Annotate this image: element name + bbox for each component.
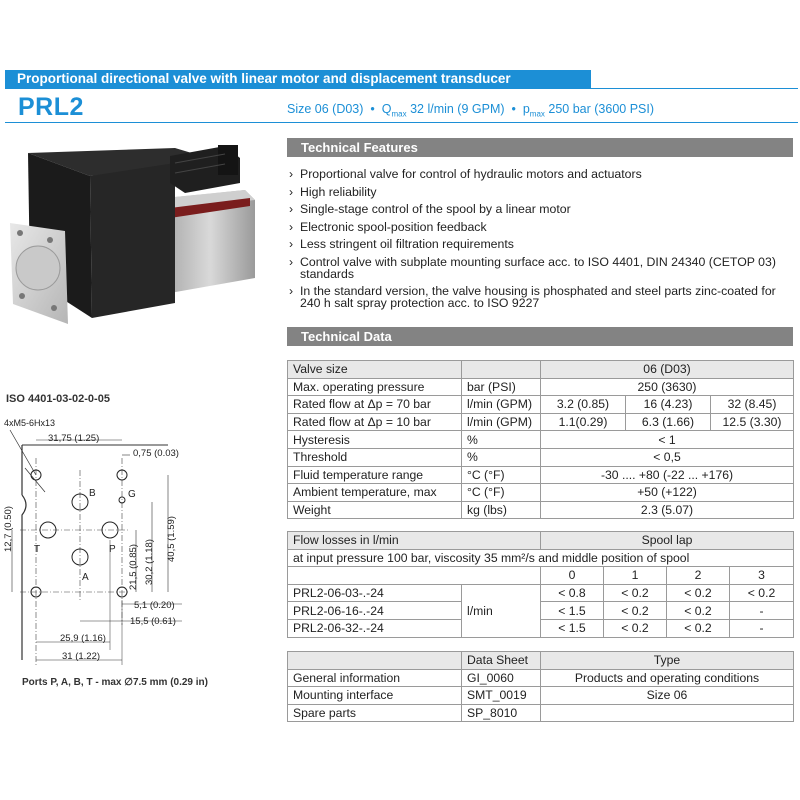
cell-sheet: GI_0060 [462, 669, 541, 687]
table-row [288, 501, 794, 519]
cell-model: PRL2-06-16-.-24 [288, 602, 462, 620]
spec-line [287, 102, 654, 119]
cell-label: Mounting interface [288, 687, 462, 705]
table-row [288, 584, 794, 602]
cell-label: Max. operating pressure [288, 378, 462, 396]
cell-value: 32 (8.45) [711, 396, 794, 414]
cell-label: Fluid temperature range [288, 466, 462, 484]
cell-unit: °C (°F) [462, 484, 541, 502]
cell-value: < 0,5 [541, 448, 794, 466]
cell-value: < 1.5 [541, 619, 604, 637]
cell-value: 12.5 (3.30) [711, 413, 794, 431]
cell-unit: °C (°F) [462, 466, 541, 484]
column-header: 2 [667, 567, 730, 585]
cell-value: +50 (+122) [541, 484, 794, 502]
cell-value: < 1.5 [541, 602, 604, 620]
table-row [288, 549, 794, 567]
table-row [288, 361, 794, 379]
cell-value: - [730, 619, 794, 637]
doc-header-sheet: Data Sheet [462, 652, 541, 670]
dim-21-5: 21,5 (0.85) [128, 544, 139, 590]
cell-unit: l/min (GPM) [462, 413, 541, 431]
cell-unit [462, 361, 541, 379]
cell-value: < 0.2 [730, 584, 794, 602]
cell-value: -30 .... +80 (-22 ... +176) [541, 466, 794, 484]
table-row [288, 704, 794, 722]
table-row [288, 532, 794, 550]
cell-value: < 0.2 [604, 602, 667, 620]
port-g-label: G [128, 489, 136, 500]
dim-40-5: 40,5 (1.59) [166, 516, 177, 562]
flow-header-left: Flow losses in l/min [288, 532, 541, 550]
technical-data-table [287, 360, 794, 519]
cell-value: - [730, 602, 794, 620]
cell-unit: kg (lbs) [462, 501, 541, 519]
model-name: PRL2 [18, 93, 84, 121]
cell-empty [288, 567, 541, 585]
cell-unit: % [462, 431, 541, 449]
header-rule [5, 88, 798, 89]
feature-item: › In the standard version, the valve housing is phosphated and steel parts zinc-coated for 240 h salt spray protection acc. to ISO 9227 [288, 285, 793, 309]
spec-q-value: 32 l/min (9 GPM) [406, 102, 505, 116]
cell-model: PRL2-06-03-.-24 [288, 584, 462, 602]
cell-value: 6.3 (1.66) [626, 413, 711, 431]
column-header: 0 [541, 567, 604, 585]
table-row [288, 669, 794, 687]
flow-header-right: Spool lap [541, 532, 794, 550]
cell-type [541, 704, 794, 722]
cell-value: 3.2 (0.85) [541, 396, 626, 414]
port-t-label: T [34, 544, 41, 555]
technical-data-title: Technical Data [301, 329, 392, 344]
table-row [288, 619, 794, 637]
cell-unit: bar (PSI) [462, 378, 541, 396]
feature-item: › Proportional valve for control of hydraulic motors and actuators [288, 168, 793, 180]
cell-label: Rated flow at Δp = 70 bar [288, 396, 462, 414]
port-b-label: B [89, 488, 96, 499]
cell-value: < 0.2 [604, 584, 667, 602]
cell-value: < 0.2 [604, 619, 667, 637]
table-row [288, 652, 794, 670]
cell-label: Threshold [288, 448, 462, 466]
port-p-label: P [109, 544, 116, 555]
valve-product-image [10, 128, 285, 328]
cell-value: < 0.2 [667, 619, 730, 637]
dim-0-75: 0,75 (0.03) [133, 448, 179, 459]
ports-note: Ports P, A, B, T - max ∅7.5 mm (0.29 in) [22, 677, 208, 688]
cell-empty [288, 652, 462, 670]
table-row [288, 431, 794, 449]
feature-item: › Single-stage control of the spool by a linear motor [288, 203, 793, 215]
table-row [288, 567, 794, 585]
cell-value: 06 (D03) [541, 361, 794, 379]
feature-item: › Less stringent oil filtration requirements [288, 238, 793, 250]
dim-31: 31 (1.22) [62, 651, 101, 662]
cell-type: Products and operating conditions [541, 669, 794, 687]
table-row [288, 448, 794, 466]
cell-value: 250 (3630) [541, 378, 794, 396]
cell-value: < 1 [541, 431, 794, 449]
cell-unit: % [462, 448, 541, 466]
spec-p-symbol: p [522, 102, 530, 116]
cell-sheet: SP_8010 [462, 704, 541, 722]
doc-header-type: Type [541, 652, 794, 670]
iso-title: ISO 4401-03-02-0-05 [6, 393, 110, 405]
cell-value: 1.1(0.29) [541, 413, 626, 431]
model-rule [5, 122, 798, 123]
mounting-interface-diagram [0, 405, 200, 675]
dim-12-7: 12,7 (0.50) [3, 506, 14, 552]
table-row [288, 413, 794, 431]
cell-model: PRL2-06-32-.-24 [288, 619, 462, 637]
flow-condition: at input pressure 100 bar, viscosity 35 mm²/s and middle position of spool [288, 549, 794, 567]
spec-separator-1: • [370, 102, 375, 116]
dim-31-75: 31,75 (1.25) [48, 433, 100, 444]
table-row [288, 687, 794, 705]
table-row [288, 602, 794, 620]
table-row [288, 396, 794, 414]
spec-p-value: 250 bar (3600 PSI) [544, 102, 655, 116]
cell-unit: l/min [462, 584, 541, 637]
dim-5-1: 5,1 (0.20) [134, 600, 175, 611]
column-header: 3 [730, 567, 794, 585]
feature-item: › Control valve with subplate mounting surface acc. to ISO 4401, DIN 24340 (CETOP 03) standards [288, 256, 793, 280]
spec-q-symbol: Q [381, 102, 392, 116]
table-row [288, 484, 794, 502]
title-banner [5, 70, 591, 88]
cell-value: < 0.2 [667, 602, 730, 620]
dim-30-2: 30,2 (1.18) [144, 539, 155, 585]
technical-features-header [287, 138, 793, 157]
cell-label: General information [288, 669, 462, 687]
cell-value: < 0.2 [667, 584, 730, 602]
title-corner [589, 70, 591, 89]
spec-p-sub: max [529, 109, 545, 119]
technical-features-title: Technical Features [301, 140, 418, 155]
table-row [288, 378, 794, 396]
table-row [288, 466, 794, 484]
spec-size: Size 06 (D03) [287, 102, 364, 116]
cell-label: Rated flow at Δp = 10 bar [288, 413, 462, 431]
thread-label: 4xM5-6Hx13 [4, 418, 56, 428]
cell-sheet: SMT_0019 [462, 687, 541, 705]
port-a-label: A [82, 572, 89, 583]
cell-value: < 0.8 [541, 584, 604, 602]
cell-type: Size 06 [541, 687, 794, 705]
cell-value: 2.3 (5.07) [541, 501, 794, 519]
cell-label: Weight [288, 501, 462, 519]
cell-label: Hysteresis [288, 431, 462, 449]
features-list [288, 168, 793, 315]
cell-label: Ambient temperature, max [288, 484, 462, 502]
product-title: Proportional directional valve with linear motor and displacement transducer [17, 71, 511, 86]
technical-data-header [287, 327, 793, 346]
documents-table [287, 651, 794, 722]
cell-value: 16 (4.23) [626, 396, 711, 414]
dim-25-9: 25,9 (1.16) [60, 633, 106, 644]
column-header: 1 [604, 567, 667, 585]
spec-q-sub: max [391, 109, 407, 119]
cell-label: Valve size [288, 361, 462, 379]
cell-unit: l/min (GPM) [462, 396, 541, 414]
dim-15-5: 15,5 (0.61) [130, 616, 176, 627]
feature-item: › High reliability [288, 186, 793, 198]
spec-separator-2: • [511, 102, 516, 116]
feature-item: › Electronic spool-position feedback [288, 221, 793, 233]
flow-losses-table [287, 531, 794, 638]
cell-label: Spare parts [288, 704, 462, 722]
